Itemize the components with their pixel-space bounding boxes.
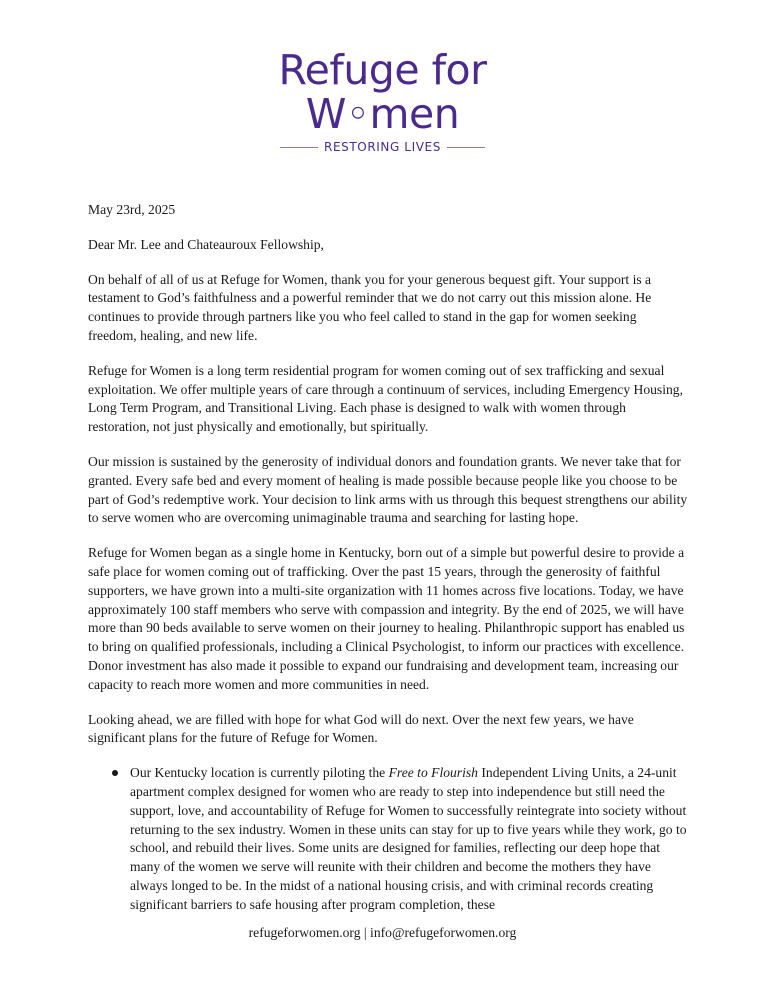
paragraph-program: Refuge for Women is a long term residential program for women coming out of sex trafficking and sexual exploitation. We offer multiple years of care through a continuum of services, including Emergency Housing, Long Term Program, and Transitional Living. Each phase is designed to walk with women through restoration, not just physically and emotionally, but spiritually. <box>88 362 683 435</box>
footer-email-link[interactable]: info@refugeforwomen.org <box>370 925 517 940</box>
paragraph-history: Refuge for Women began as a single home in Kentucky, born out of a simple but powerful desire to provide a safe place for women coming out of trafficking. Over the past 15 years, through the generosity of faithful supporters, we have grown into a multi-site organization with 11 homes across five locations. Today, we have approximately 100 staff members who serve with compassion and integrity. By the end of 2025, we will have more than 90 beds available to serve women on their journey to healing. Philanthropic support has enabled us to bring on qualified professionals, including a Clinical Psychologist, to inform our practices with excellence. Donor investment has also made it possible to expand our fundraising and development team, increasing our capacity to reach more women and more communities in need. <box>88 545 685 692</box>
letter-date: May 23rd, 2025 <box>88 202 176 217</box>
logo-line-2: W◦men <box>305 90 460 138</box>
footer <box>0 925 765 941</box>
paragraph-gratitude: On behalf of all of us at Refuge for Women, thank you for your generous bequest gift. Your support is a testament to God’s faithfulness and a powerful reminder that we do not carry out this mission alone. He continues to provide through partners like you who feel called to stand in the gap for women seeking freedom, healing, and new life. <box>88 271 652 343</box>
paragraph-future: Looking ahead, we are filled with hope for what God will do next. Over the next few years, we have significant plans for the future of Refuge for Women. <box>88 711 634 746</box>
plans-list <box>88 764 688 914</box>
logo-tagline: RESTORING LIVES <box>324 140 441 154</box>
bullet-text-start: Our Kentucky location is currently piloting the <box>130 765 389 781</box>
tagline-rule-right <box>447 147 485 148</box>
logo-line-1: Refuge for <box>278 46 487 94</box>
list-item <box>88 764 688 914</box>
logo-tagline-row <box>0 140 765 154</box>
bullet-text-rest: Independent Living Units, a 24-unit apartment complex designed for women who are ready to step into independence but still need the support, love, and accountability of Refuge for Women to successfully reintegrate into society without returning to the sex industry. Women in these units can stay for up to five years while they work, go to school, and rebuild their lives. Some units are designed for families, reflecting our deep hope that many of the women we serve will reunite with their children and become the mothers they have always longed to be. In the midst of a national housing crisis, and with criminal records creating significant barriers to safe housing after program completion, these <box>130 765 687 912</box>
paragraph-mission: Our mission is sustained by the generosity of individual donors and foundation grants. We never take that for granted. Every safe bed and every moment of healing is made possible because people like you choose to be part of God’s redemptive work. Your decision to link arms with us through this bequest strengthens our ability to serve women who are overcoming unimaginable trauma and searching for lasting hope. <box>88 453 688 526</box>
letter-salutation: Dear Mr. Lee and Chateauroux Fellowship, <box>88 236 324 252</box>
footer-website-link[interactable]: refugeforwomen.org <box>248 925 361 940</box>
tagline-rule-left <box>280 147 318 148</box>
footer-separator: | <box>360 925 371 940</box>
letter-body <box>88 201 688 915</box>
program-name: Free to Flourish <box>388 765 478 781</box>
logo <box>0 48 765 154</box>
